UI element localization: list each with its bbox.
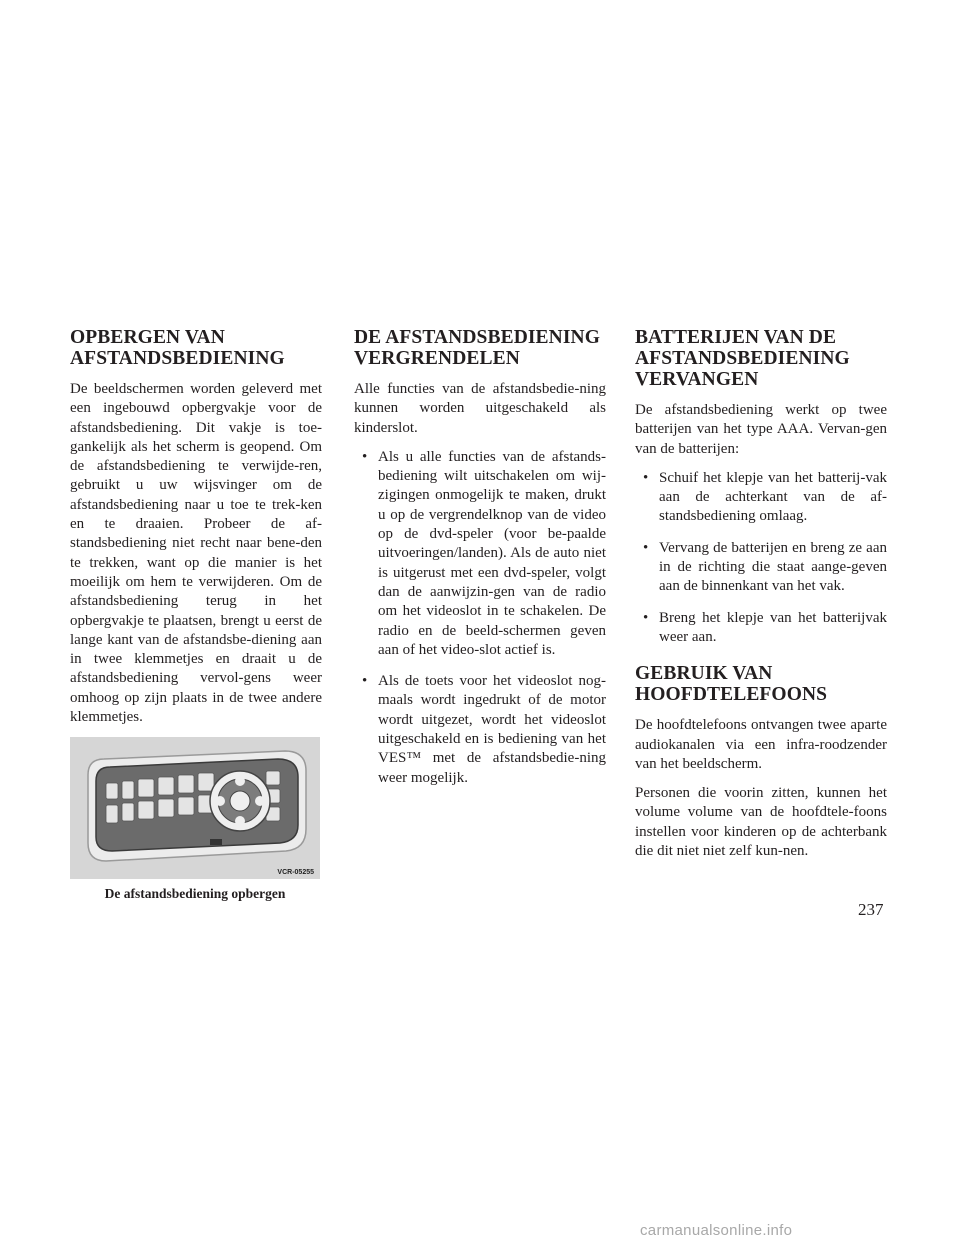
list-item: • Vervang de batterijen en breng ze aan in de richting die staat aange-geven aan de binnenkant van het vak.	[643, 539, 887, 595]
watermark: carmanualsonline.info	[640, 1222, 793, 1239]
list-item: • Schuif het klepje van het batterij-vak aan de achterkant van de af-standsbediening omlaag.	[643, 469, 887, 525]
list-item: • Als u alle functies van de afstands-bediening wilt uitschakelen om wij-zigingen onmogelijk te maken, drukt u op de vergrendelknop van de video op de dvd-speler (voor be-paalde uitvoeringen/landen). Als de auto niet is uitgerust met een dvd-speler, volgt dan de aanwijzin-gen van de radio om het videoslot in te schakelen. De radio en de beeld-schermen geven aan of het video-slot actief is.	[362, 448, 606, 658]
bullet-icon: •	[643, 469, 649, 486]
heading-headphones: GEBRUIK VAN HOOFDTELEFOONS	[635, 663, 828, 706]
column-storing-remote	[70, 327, 322, 902]
bullet-icon: •	[362, 448, 368, 465]
column-locking-remote	[354, 327, 606, 800]
paragraph-locking-remote: Alle functies van de afstandsbedie-ning kunnen worden uitgeschakeld als kinderslot.	[354, 381, 606, 436]
figure-caption: De afstandsbediening opbergen	[104, 886, 286, 902]
list-item: • Als de toets voor het videoslot nog-maals wordt ingedrukt of de motor wordt uitgezet, wordt het videoslot uitgeschakeld en is bediening van het VES™ met de afstandsbedie-ning weer mogelijk.	[362, 673, 606, 786]
figure-code: VCR-05255	[277, 869, 314, 877]
heading-locking-remote: DE AFSTANDSBEDIENING VERGRENDELEN	[354, 327, 600, 369]
bullet-icon: •	[362, 673, 368, 690]
bullet-icon: •	[643, 609, 649, 626]
remote-control-illustration	[70, 737, 320, 879]
remote-storage-figure	[70, 737, 320, 879]
paragraph-headphones-2: Personen die voorin zitten, kunnen het volume volume van de hoofdtele-foons instellen voor kinderen op de achterbank die dit niet niet zelf kun-nen.	[635, 785, 887, 860]
list-item: • Breng het klepje van het batterijvak weer aan.	[643, 609, 887, 645]
bullet-list-batteries	[635, 469, 887, 647]
page-number: 237	[858, 900, 884, 919]
bullet-icon: •	[643, 539, 649, 556]
bullet-list-locking	[354, 448, 606, 788]
column-batteries-headphones	[635, 327, 887, 871]
paragraph-storing-remote: De beeldschermen worden geleverd met een ingebouwd opbergvakje voor de afstandsbediening. Dit vakje is toe-gankelijk als het scherm is geopend. Om de afstandsbediening te verwijde-ren, gebruikt u uw wijsvinger om de afstandsbediening naar u toe te trek-ken en te draaien. Probeer de af-standsbediening niet recht naar bene-den te trekken, want op die manier is het moeilijk om hem te verwijderen. Om de afstandsbediening terug in het opbergvakje te plaatsen, brengt u eerst de lange kant van de afstandsbe-diening aan in twee klemmetjes en draait u de afstandsbediening vervol-gens weer omhoog op zijn plaats in de twee andere klemmetjes.	[70, 381, 322, 726]
paragraph-batteries: De afstandsbediening werkt op twee batterijen van het type AAA. Vervan-gen van de batterijen:	[635, 402, 887, 457]
paragraph-headphones-1: De hoofdtelefoons ontvangen twee aparte audiokanalen via een infra-roodzender van het beeldscherm.	[635, 717, 887, 772]
heading-storing-remote: OPBERGEN VAN AFSTANDSBEDIENING	[70, 327, 285, 369]
heading-replace-batteries: BATTERIJEN VAN DE AFSTANDSBEDIENING VERVANGEN	[635, 327, 850, 390]
